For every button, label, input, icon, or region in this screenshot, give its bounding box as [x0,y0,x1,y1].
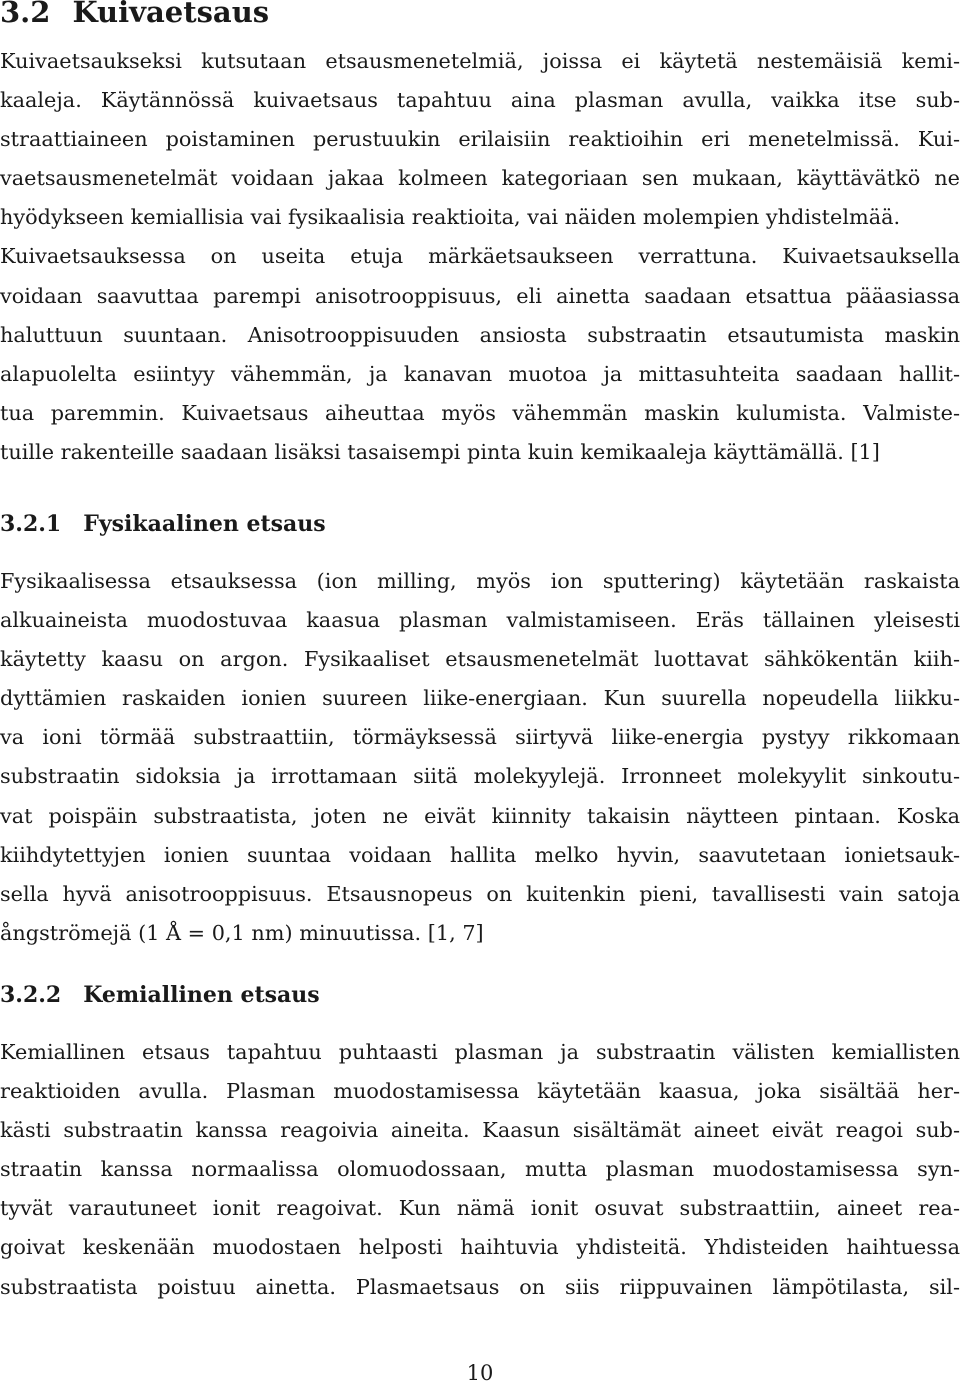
text-line: alapuolelta esiintyy vähemmän, ja kanavan muotoa ja mittasuhteita saadaan hallit- [0,361,960,386]
text-line: hyödykseen kemiallisia vai fysikaalisia reaktioita, vai näiden molempien yhdistelmää. [0,205,901,230]
text-line: kiihdytettyjen ionien suuntaa voidaan hallita melko hyvin, saavutetaan ionietsauk- [0,842,960,867]
text-line: Kuivaetsaukseksi kutsutaan etsausmenetelmiä, joissa ei käytetä nestemäisiä kemi- [0,49,960,73]
text-line: tua paremmin. Kuivaetsaus aiheuttaa myös vähemmän maskin kulumista. Valmiste- [0,400,960,425]
text-line: dyttämien raskaiden ionien suureen liike-energiaan. Kun suurella nopeudella liikku- [0,686,960,711]
subsection-heading-fysikaalinen [0,506,326,542]
text-line: kästi substraatin kanssa reagoivia aineita. Kaasun sisältämät aineet eivät reagoi sub- [0,1118,960,1143]
subsection-paragraph-kemiallinen [0,1033,960,1307]
text-line: ångströmejä (1 Å = 0,1 nm) minuutissa. [1, 7] [0,920,484,945]
text-line: straatin kanssa normaalissa olomuodossaan, mutta plasman muodostamisessa syn- [0,1157,960,1182]
subsection-title: Kemiallinen etsaus [83,982,320,1008]
subsection-title: Fysikaalinen etsaus [83,511,326,537]
text-line: kaaleja. Käytännössä kuivaetsaus tapahtuu aina plasman avulla, vaikka itse sub- [0,88,960,113]
subsection-paragraph-fysikaalinen [0,562,960,953]
text-line: Kuivaetsauksessa on useita etuja märkäetsaukseen verrattuna. Kuivaetsauksella [0,244,960,269]
section-number: 3.2 [0,0,51,29]
text-line: käytetty kaasu on argon. Fysikaaliset etsausmenetelmät luottavat sähkökentän kiih- [0,647,960,672]
text-line: sella hyvä anisotrooppisuus. Etsausnopeus on kuitenkin pieni, tavallisesti vain satoja [0,881,960,906]
section-paragraph [0,42,960,472]
text-line: tuille rakenteille saadaan lisäksi tasaisempi pinta kuin kemikaaleja käyttämällä. [1] [0,439,880,464]
text-line: substraatista poistuu ainetta. Plasmaetsaus on siis riippuvainen lämpötilasta, sil- [0,1274,960,1299]
text-line: reaktioiden avulla. Plasman muodostamisessa käytetään kaasua, joka sisältää her- [0,1079,960,1104]
text-line: vat poispäin substraatista, joten ne eivät kiinnity takaisin näytteen pintaan. Koska [0,803,960,828]
text-line: haluttuun suuntaan. Anisotrooppisuuden ansiosta substraatin etsautumista maskin [0,322,960,347]
text-line: straattiaineen poistaminen perustuukin erilaisiin reaktioihin eri menetelmissä. Kui- [0,127,960,152]
text-line: vaetsausmenetelmät voidaan jakaa kolmeen kategoriaan sen mukaan, käyttävätkö ne [0,166,960,191]
section-heading [0,0,269,32]
page-number: 10 [466,1361,494,1385]
text-line: alkuaineista muodostuvaa kaasua plasman valmistamiseen. Eräs tällainen yleisesti [0,608,960,633]
text-line: va ioni törmää substraattiin, törmäyksessä siirtyvä liike-energia pystyy rikkomaan [0,725,960,750]
subsection-number: 3.2.1 [0,511,62,537]
text-line: Fysikaalisessa etsauksessa (ion milling, myös ion sputtering) käytetään raskaista [0,569,960,593]
subsection-heading-kemiallinen [0,977,320,1013]
section-title: Kuivaetsaus [72,0,270,29]
text-line: substraatin sidoksia ja irrottamaan siitä molekyylejä. Irronneet molekyylit sinkoutu- [0,764,960,789]
text-line: goivat keskenään muodostaen helposti haihtuvia yhdisteitä. Yhdisteiden haihtuessa [0,1235,960,1260]
text-line: tyvät varautuneet ionit reagoivat. Kun nämä ionit osuvat substraattiin, aineet rea- [0,1196,960,1221]
text-line: voidaan saavuttaa parempi anisotrooppisuus, eli ainetta saadaan etsattua pääasiassa [0,283,960,308]
text-line: Kemiallinen etsaus tapahtuu puhtaasti plasman ja substraatin välisten kemiallisten [0,1040,960,1064]
subsection-number: 3.2.2 [0,982,62,1008]
